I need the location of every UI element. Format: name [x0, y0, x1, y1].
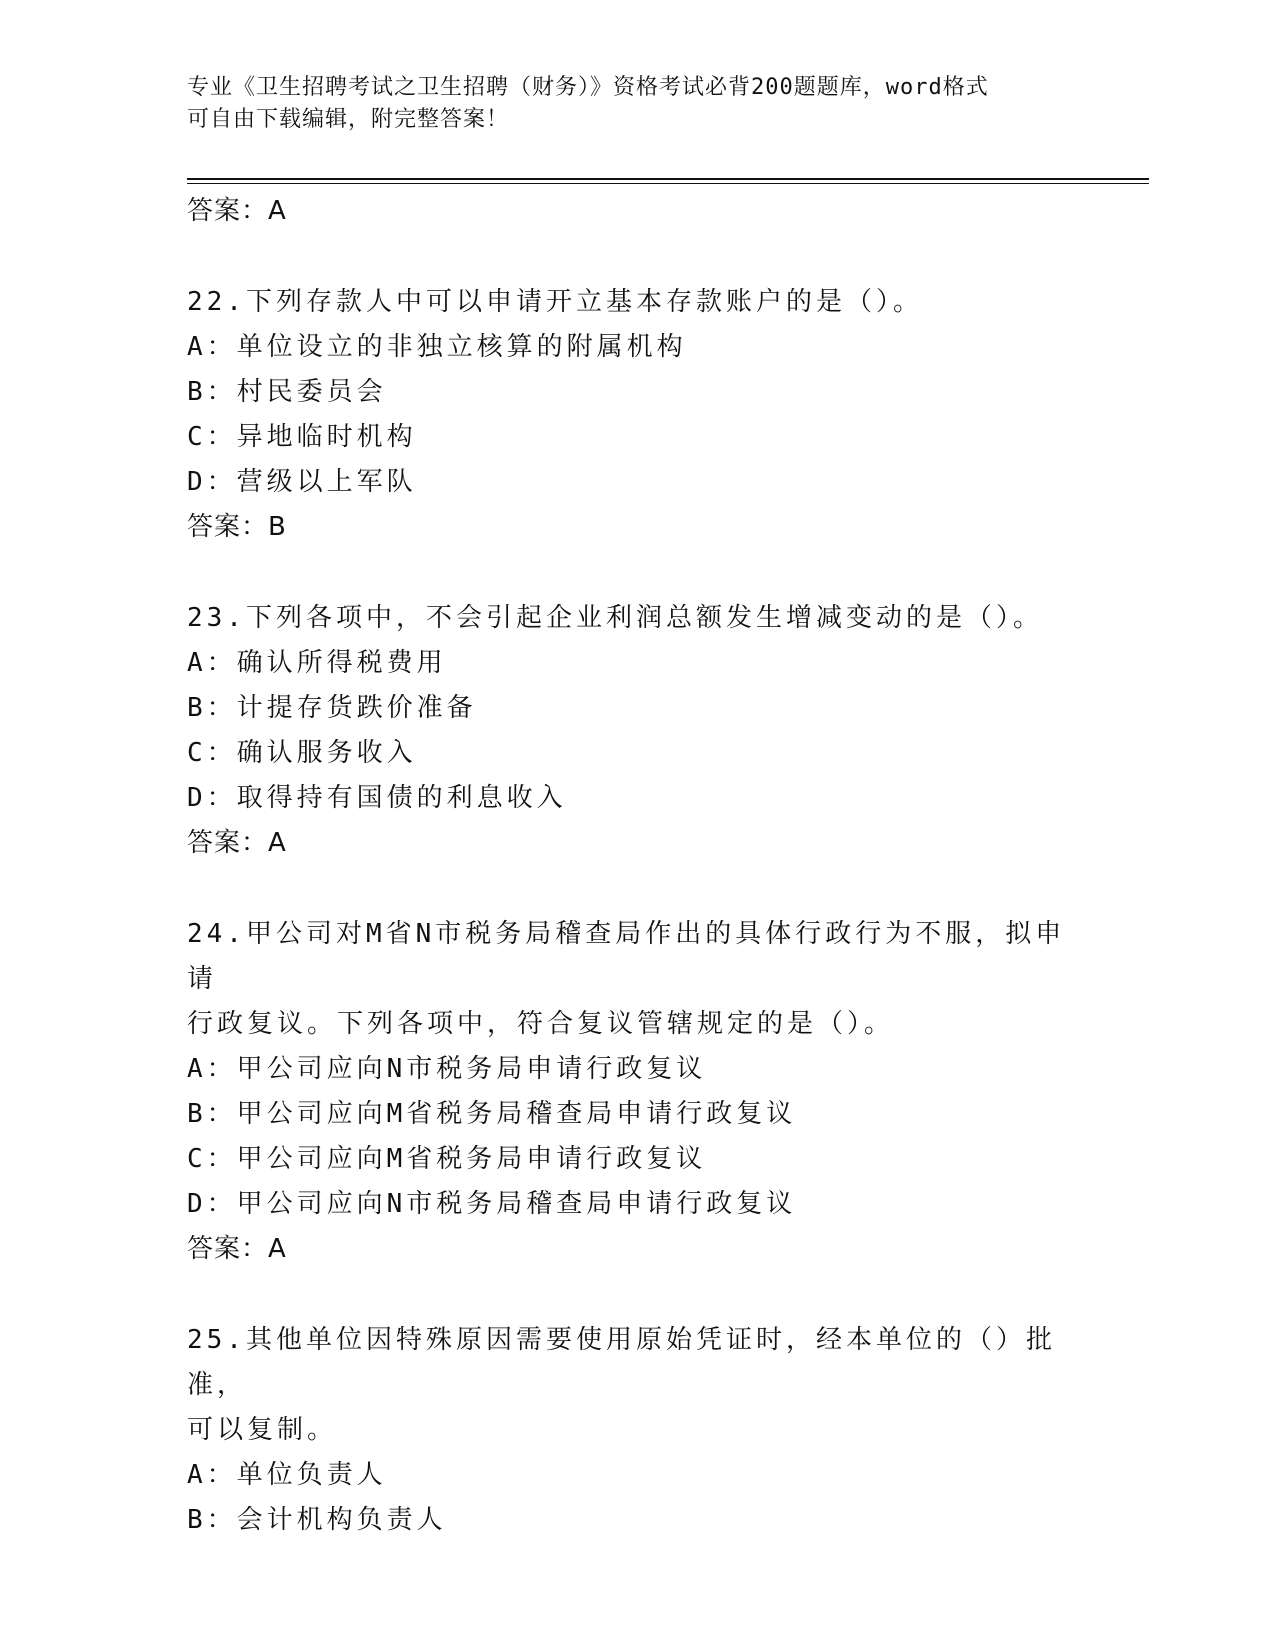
- answer-line: 答案：A: [187, 1234, 287, 1264]
- question-stem-line-2: 可以复制。: [187, 1415, 338, 1445]
- answer-line: 答案：A: [187, 828, 287, 858]
- option-c: C：确认服务收入: [187, 738, 417, 768]
- question-item: [187, 596, 1087, 866]
- option-d: D：取得持有国债的利息收入: [187, 783, 567, 813]
- header-rule-thin: [187, 183, 1149, 184]
- option-b: B：村民委员会: [187, 377, 387, 407]
- option-c: C：异地临时机构: [187, 422, 417, 452]
- question-stem-line-1: 25.其他单位因特殊原因需要使用原始凭证时，经本单位的（）批准，: [187, 1325, 1056, 1400]
- question-stem-line-1: 24.甲公司对M省N市税务局稽查局作出的具体行政行为不服，拟申请: [187, 919, 1066, 994]
- option-d: D：甲公司应向N市税务局稽查局申请行政复议: [187, 1189, 797, 1219]
- option-b: B：甲公司应向M省税务局稽查局申请行政复议: [187, 1099, 797, 1129]
- option-d: D：营级以上军队: [187, 467, 417, 497]
- option-a: A：单位设立的非独立核算的附属机构: [187, 332, 687, 362]
- question-item: [187, 280, 1087, 550]
- question-item: [187, 912, 1087, 1272]
- option-b: B：计提存货跌价准备: [187, 693, 477, 723]
- question-list: [187, 189, 1087, 1543]
- answer-line: 答案：A: [187, 196, 287, 226]
- option-a: A：单位负责人: [187, 1460, 387, 1490]
- question-item: [187, 1318, 1087, 1543]
- option-a: A：确认所得税费用: [187, 648, 447, 678]
- header-line-1: 专业《卫生招聘考试之卫生招聘（财务）》资格考试必背200题题库，word格式: [187, 75, 989, 100]
- option-b: B：会计机构负责人: [187, 1505, 447, 1535]
- option-c: C：甲公司应向M省税务局申请行政复议: [187, 1144, 707, 1174]
- question-stem: 23.下列各项中，不会引起企业利润总额发生增减变动的是（）。: [187, 603, 1043, 633]
- option-a: A：甲公司应向N市税务局申请行政复议: [187, 1054, 707, 1084]
- question-stem-line-2: 行政复议。下列各项中，符合复议管辖规定的是（）。: [187, 1009, 895, 1039]
- page-header: [187, 72, 1087, 136]
- header-line-2: 可自由下载编辑，附完整答案！: [187, 107, 510, 132]
- header-rule-thick: [187, 178, 1149, 180]
- answer-line: 答案：B: [187, 512, 287, 542]
- question-stem: 22.下列存款人中可以申请开立基本存款账户的是（）。: [187, 287, 923, 317]
